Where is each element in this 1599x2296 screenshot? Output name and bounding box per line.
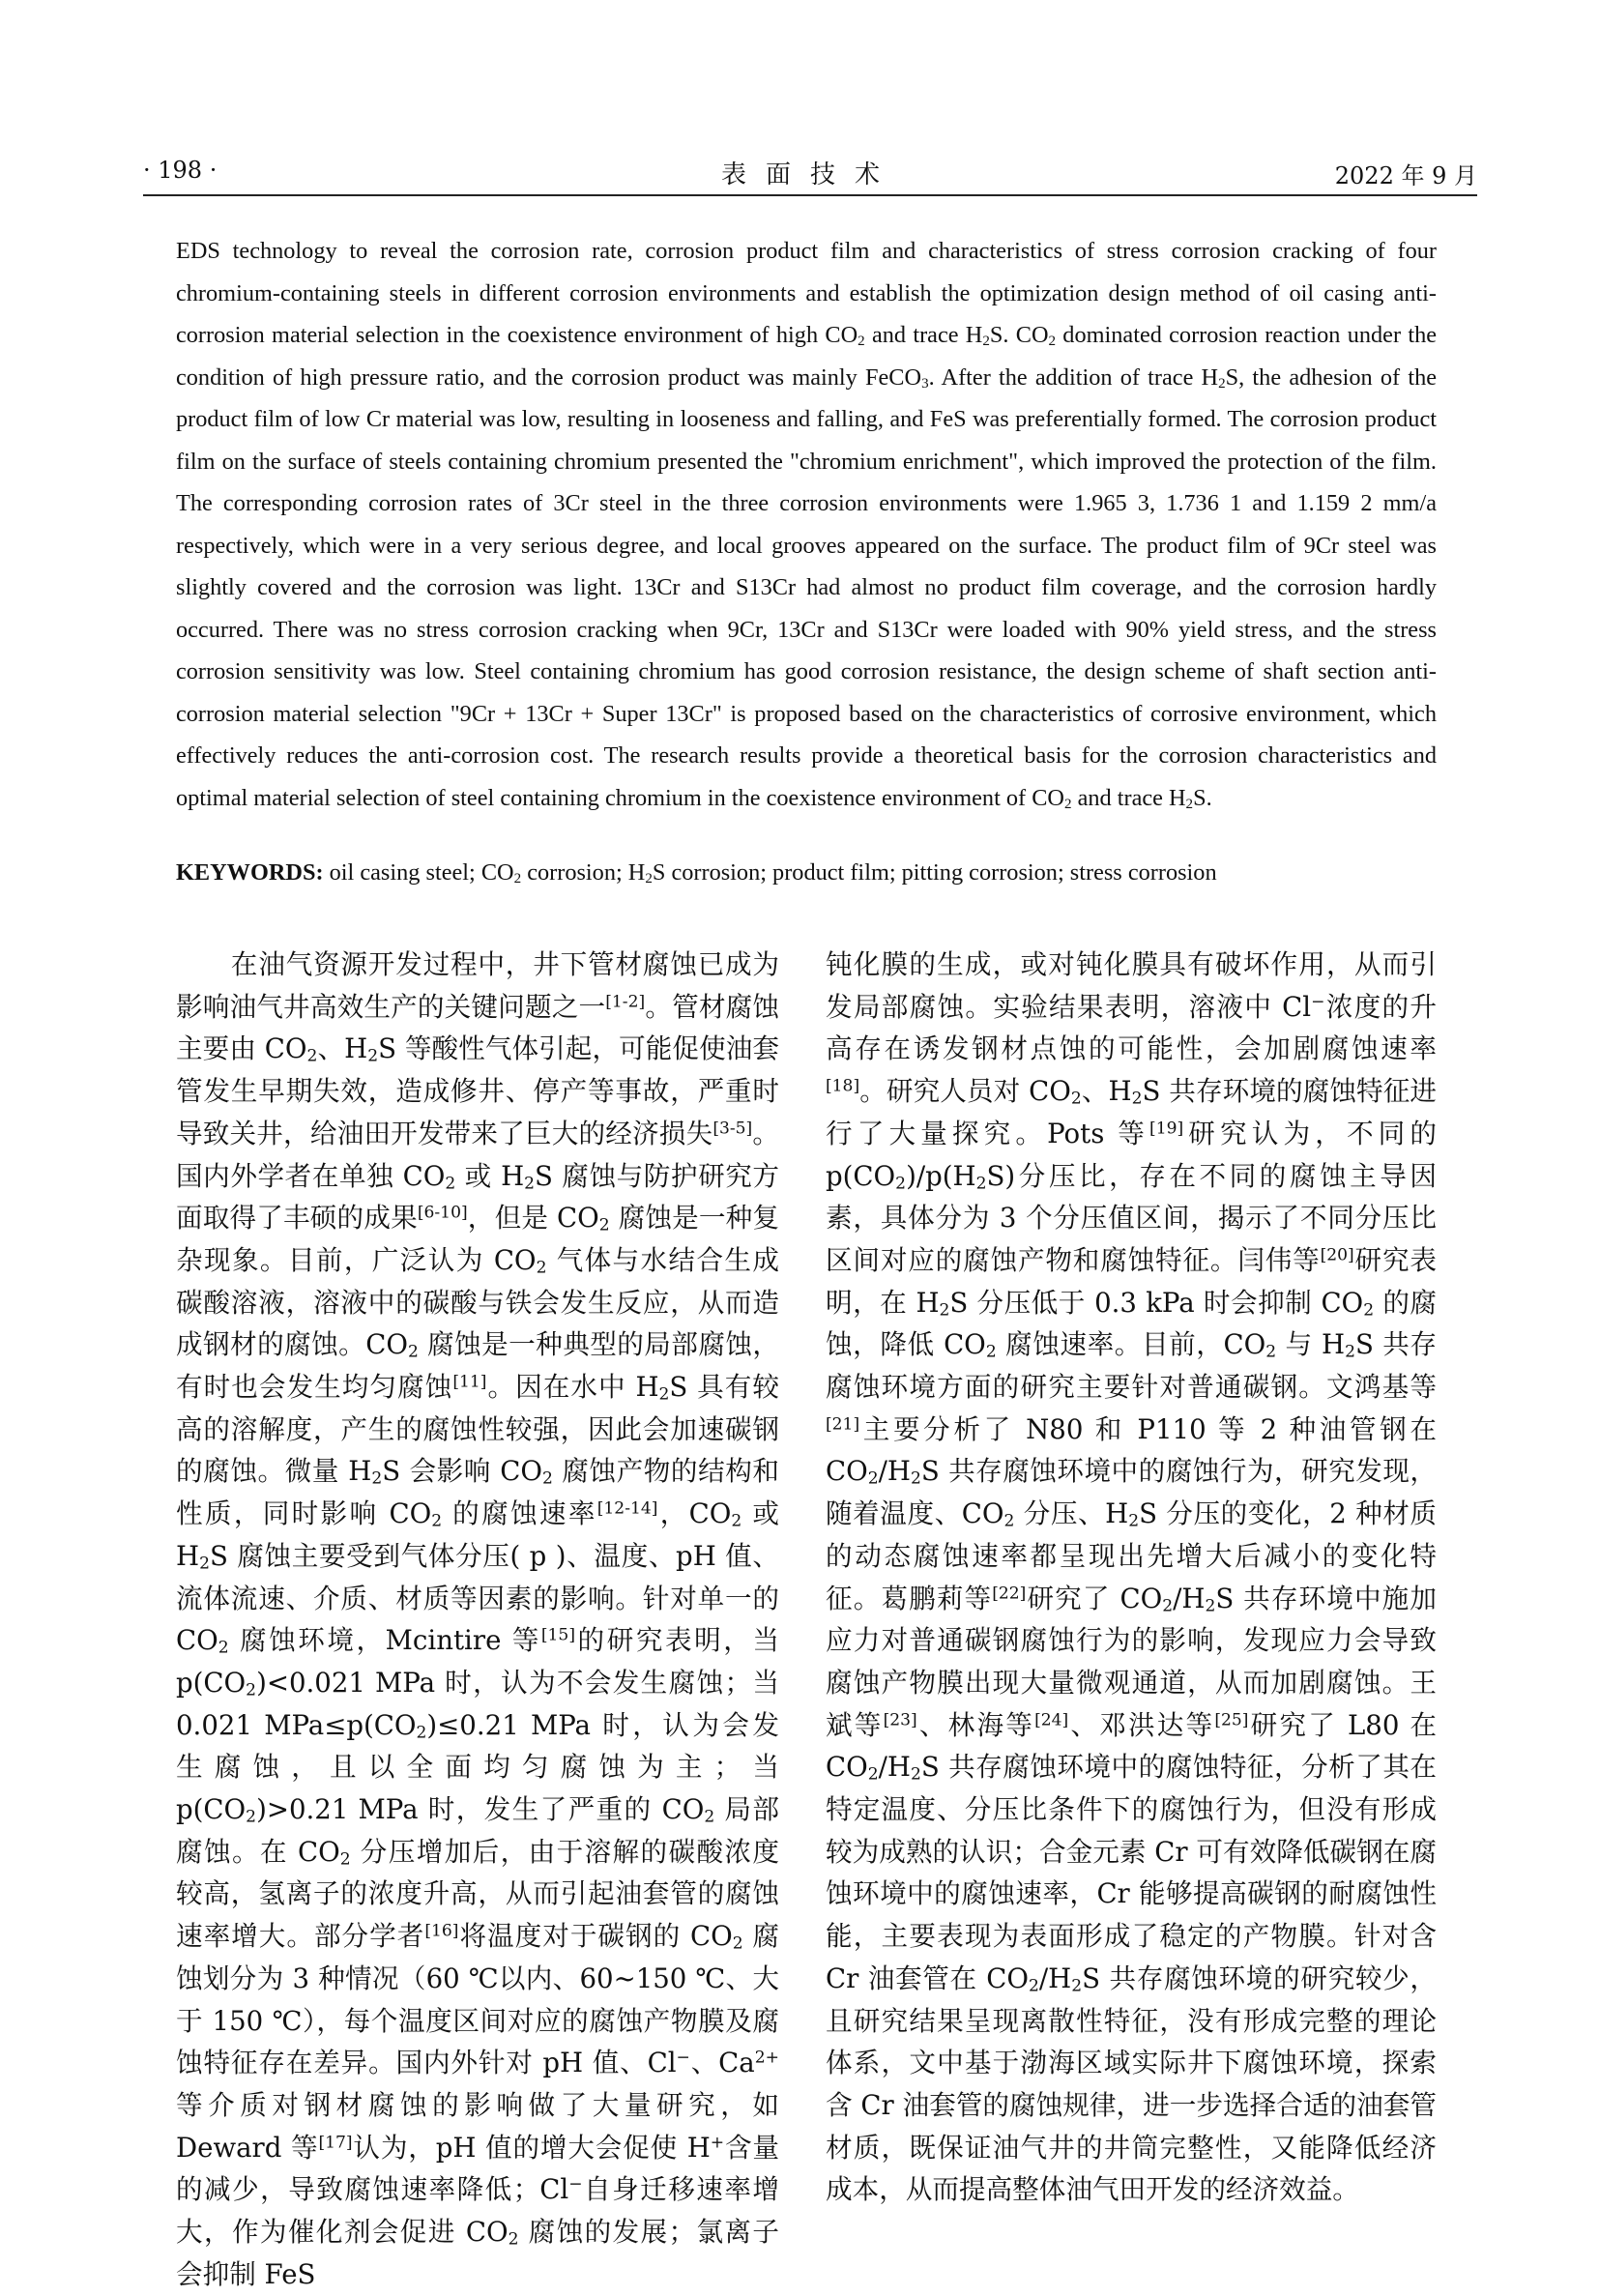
intro-paragraph: 在油气资源开发过程中，井下管材腐蚀已成为影响油气井高效生产的关键问题之一[1-2]。管材腐蚀主要由 $CO_2$、$H_2S$ 等酸性气体引起，可能促使油套管发生早期失效，造成修井、停产等事故，严重时导致关井，给油田开发带来了巨大的经济损失[3-5]。国内外学者在单独 $CO_2$ 或 $H_2S$ 腐蚀与防护研究方面取得了丰硕的成果[6-10]，但是 $CO_2$ 腐蚀是一种复杂现象。目前，广泛认为 $CO_2$ 气体与水结合生成碳酸溶液，溶液中的碳酸与铁会发生反应，从而造成钢材的腐蚀。$CO_2$ 腐蚀是一种典型的局部腐蚀，有时也会发生均匀腐蚀[11]。因在水中 $H_2S$ 具有较高的溶解度，产生的腐蚀性较强，因此会加速碳钢的腐蚀。微量 $H_2S$ 会影响 $CO_2$ 腐蚀产物的结构和性质，同时影响 $CO_2$ 的腐蚀速率[12-14]，$CO_2$ 或 $H_2S$ 腐蚀主要受到气体分压( p )、温度、pH 值、流体流速、介质、材质等因素的影响。针对单一的 $CO_2$ 腐蚀环境，Mcintire 等[15]的研究表明，当 $p(CO_2)<0.021$ MPa 时，认为不会发生腐蚀；当 0.021 $MPa\le p(CO_2)\le 0.21$ MPa 时，认为会发生腐蚀，且以全面均匀腐蚀为主；当 $p(CO_2)>0.21$ MPa 时，发生了严重的 $CO_2$ 局部腐蚀。在 $CO_2$ 分压增加后，由于溶解的碳酸浓度较高，氢离子的浓度升高，从而引起油套管的腐蚀速率增大。部分学者[16]将温度对于碳钢的 $CO_2$ 腐蚀划分为 3 种情况（60 ℃以内、60~150 ℃、大于 150 ℃），每个温度区间对应的腐蚀产物膜及腐蚀特征存在差异。国内外针对 pH 值、Cl−、$Ca^{2+}$ 等介质对钢材腐蚀的影响做了大量研究，如 Deward 等[17]认为，pH 值的增大会促使 H+含量的减少，导致腐蚀速率降低；Cl−自身迁移速率增大，作为催化剂会促进 $CO_2$ 腐蚀的发展；氯离子会抑制 FeS (176, 948, 779, 2290)
issue-date: 2022 年 9 月 (1334, 162, 1477, 189)
body-column-left (176, 944, 779, 2296)
keywords-label: KEYWORDS: (176, 859, 324, 886)
english-abstract: EDS technology to reveal the corrosion rate, corrosion product film and characteristics of stress corrosion cracking of four chromium-containing steels in different corrosion environments and establish the optimization design method of oil casing anti-corrosion material selection in the coexistence environment of high $CO_2$ and trace $H_2S$. $CO_2$ dominated corrosion reaction under the condition of high pressure ratio, and the corrosion product was mainly FeCO$_3$. After the addition of trace $H_2S$, the adhesion of the product film of low Cr material was low, resulting in looseness and falling, and FeS was preferentially formed. The corrosion product film on the surface of steels containing chromium presented the "chromium enrichment", which improved the protection of the film. The corresponding corrosion rates of 3Cr steel in the three corrosion environments were 1.965 3, 1.736 1 and 1.159 2 mm/a respectively, which were in a very serious degree, and local grooves appeared on the surface. The product film of 9Cr steel was slightly covered and the corrosion was light. 13Cr and S13Cr had almost no product film coverage, and the corrosion hardly occurred. There was no stress corrosion cracking when 9Cr, 13Cr and S13Cr were loaded with 90% yield stress, and the stress corrosion sensitivity was low. Steel containing chromium has good corrosion resistance, the design scheme of shaft section anti-corrosion material selection "9Cr + 13Cr + Super 13Cr" is proposed based on the characteristics of corrosive environment, which effectively reduces the anti-corrosion cost. The research results provide a theoretical basis for the corrosion characteristics and optimal material selection of steel containing chromium in the coexistence environment of $CO_2$ and trace $H_2S$. (176, 238, 1438, 812)
header-rule (143, 194, 1477, 196)
body-column-right (826, 944, 1437, 2211)
page-number: · 198 · (143, 157, 218, 184)
intro-paragraph-continued: 钝化膜的生成，或对钝化膜具有破坏作用，从而引发局部腐蚀。实验结果表明，溶液中 Cl−浓度的升高存在诱发钢材点蚀的可能性，会加剧腐蚀速率[18]。研究人员对 $CO_2$、$H_2S$ 共存环境的腐蚀特征进行了大量探究。Pots 等[19]研究认为，不同的 $p(CO_2)/p(H_2S)$分压比，存在不同的腐蚀主导因素，具体分为 3 个分压值区间，揭示了不同分压比区间对应的腐蚀产物和腐蚀特征。闫伟等[20]研究表明，在 $H_2S$ 分压低于 0.3 kPa 时会抑制 $CO_2$ 的腐蚀，降低 $CO_2$ 腐蚀速率。目前，$CO_2$ 与 $H_2S$ 共存腐蚀环境方面的研究主要针对普通碳钢。文鸿基等[21]主要分析了 N80 和 P110 等 2 种油管钢在 $CO_2/H_2S$ 共存腐蚀环境中的腐蚀行为，研究发现，随着温度、$CO_2$ 分压、$H_2S$ 分压的变化，2 种材质的动态腐蚀速率都呈现出先增大后减小的变化特征。葛鹏莉等[22]研究了 $CO_2/H_2S$ 共存环境中施加应力对普通碳钢腐蚀行为的影响，发现应力会导致腐蚀产物膜出现大量微观通道，从而加剧腐蚀。王斌等[23]、林海等[24]、邓洪达等[25]研究了 L80 在 $CO_2/H_2S$ 共存腐蚀环境中的腐蚀特征，分析了其在特定温度、分压比条件下的腐蚀行为，但没有形成较为成熟的认识；合金元素 Cr 可有效降低碳钢在腐蚀环境中的腐蚀速率，Cr 能够提高碳钢的耐腐蚀性能，主要表现为表面形成了稳定的产物膜。针对含 Cr 油套管在 $CO_2/H_2S$ 共存腐蚀环境的研究较少，且研究结果呈现离散性特征，没有形成完整的理论体系，文中基于渤海区域实际井下腐蚀环境，探索含 Cr 油套管的腐蚀规律，进一步选择合适的油套管材质，既保证油气井的井筒完整性，又能降低经济成本，从而提高整体油气田开发的经济效益。 (826, 948, 1437, 2206)
page-header (143, 153, 1477, 191)
keywords-line: KEYWORDS: oil casing steel; $CO_2$ corrosion; $H_2S$ corrosion; product film; pitting corrosion; stress corrosion (176, 859, 1217, 886)
journal-title: 表面技术 (720, 160, 899, 189)
